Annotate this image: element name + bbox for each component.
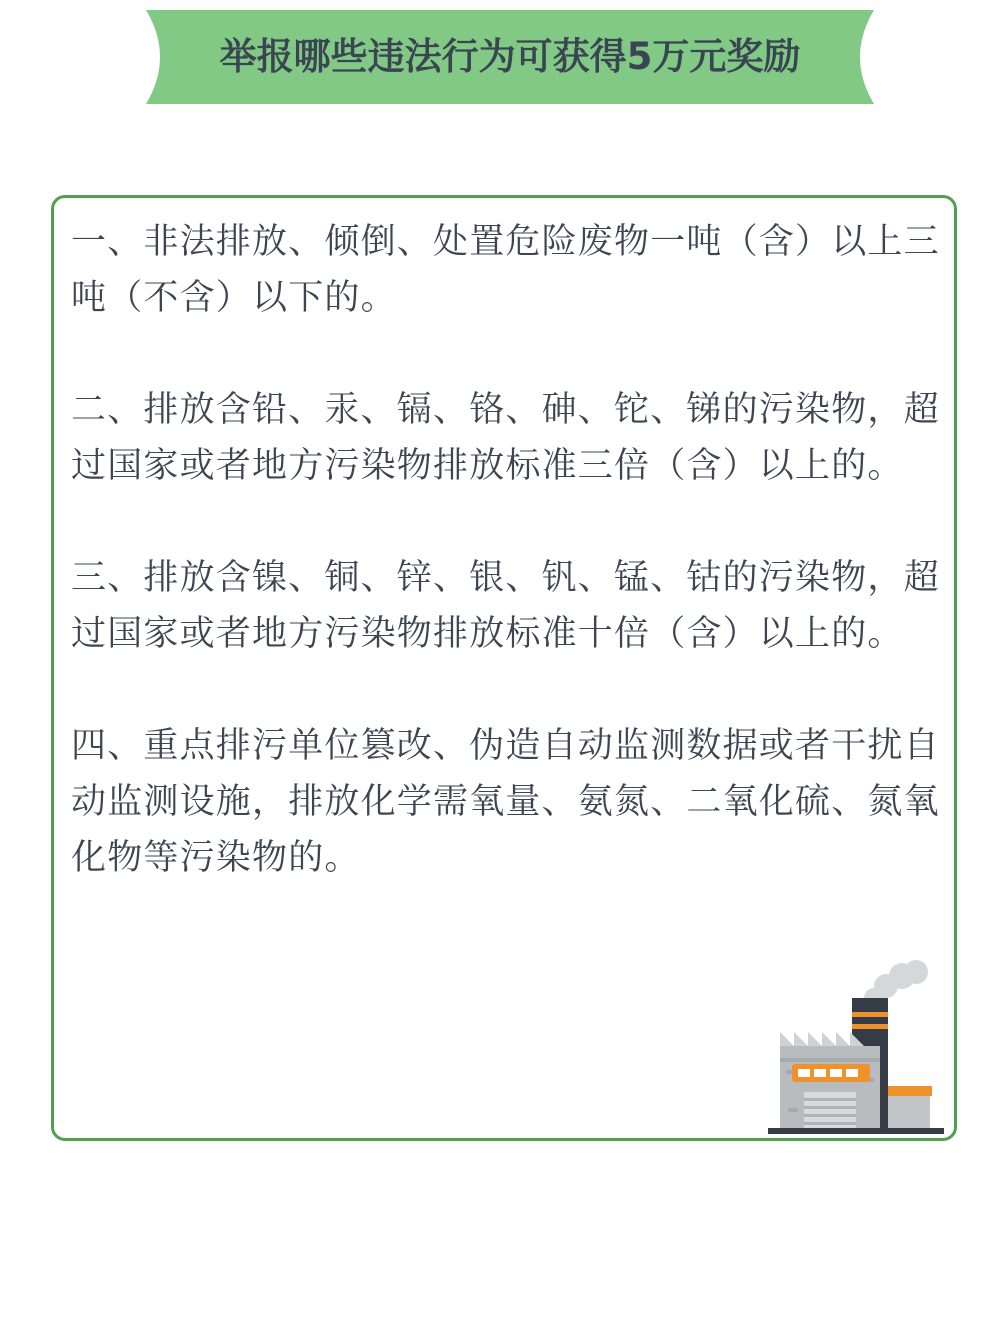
- list-item-4: 四、重点排污单位篡改、伪造自动监测数据或者干扰自动监测设施，排放化学需氧量、氨氮、二氧化硫、氮氧化物等污染物的。: [71, 726, 940, 878]
- item-list: [71, 214, 945, 942]
- list-item-1: 一、非法排放、倾倒、处置危险废物一吨（含）以上三吨（不含）以下的。: [71, 222, 940, 318]
- title-banner: [146, 10, 874, 104]
- factory-icon: [766, 958, 946, 1138]
- content-panel: [51, 195, 957, 1141]
- page-title: 举报哪些违法行为可获得5万元奖励: [219, 35, 801, 78]
- list-item-3: 三、排放含镍、铜、锌、银、钒、锰、钴的污染物，超过国家或者地方污染物排放标准十倍（含）以上的。: [71, 558, 940, 654]
- list-item-2: 二、排放含铅、汞、镉、铬、砷、铊、锑的污染物，超过国家或者地方污染物排放标准三倍（含）以上的。: [71, 390, 940, 486]
